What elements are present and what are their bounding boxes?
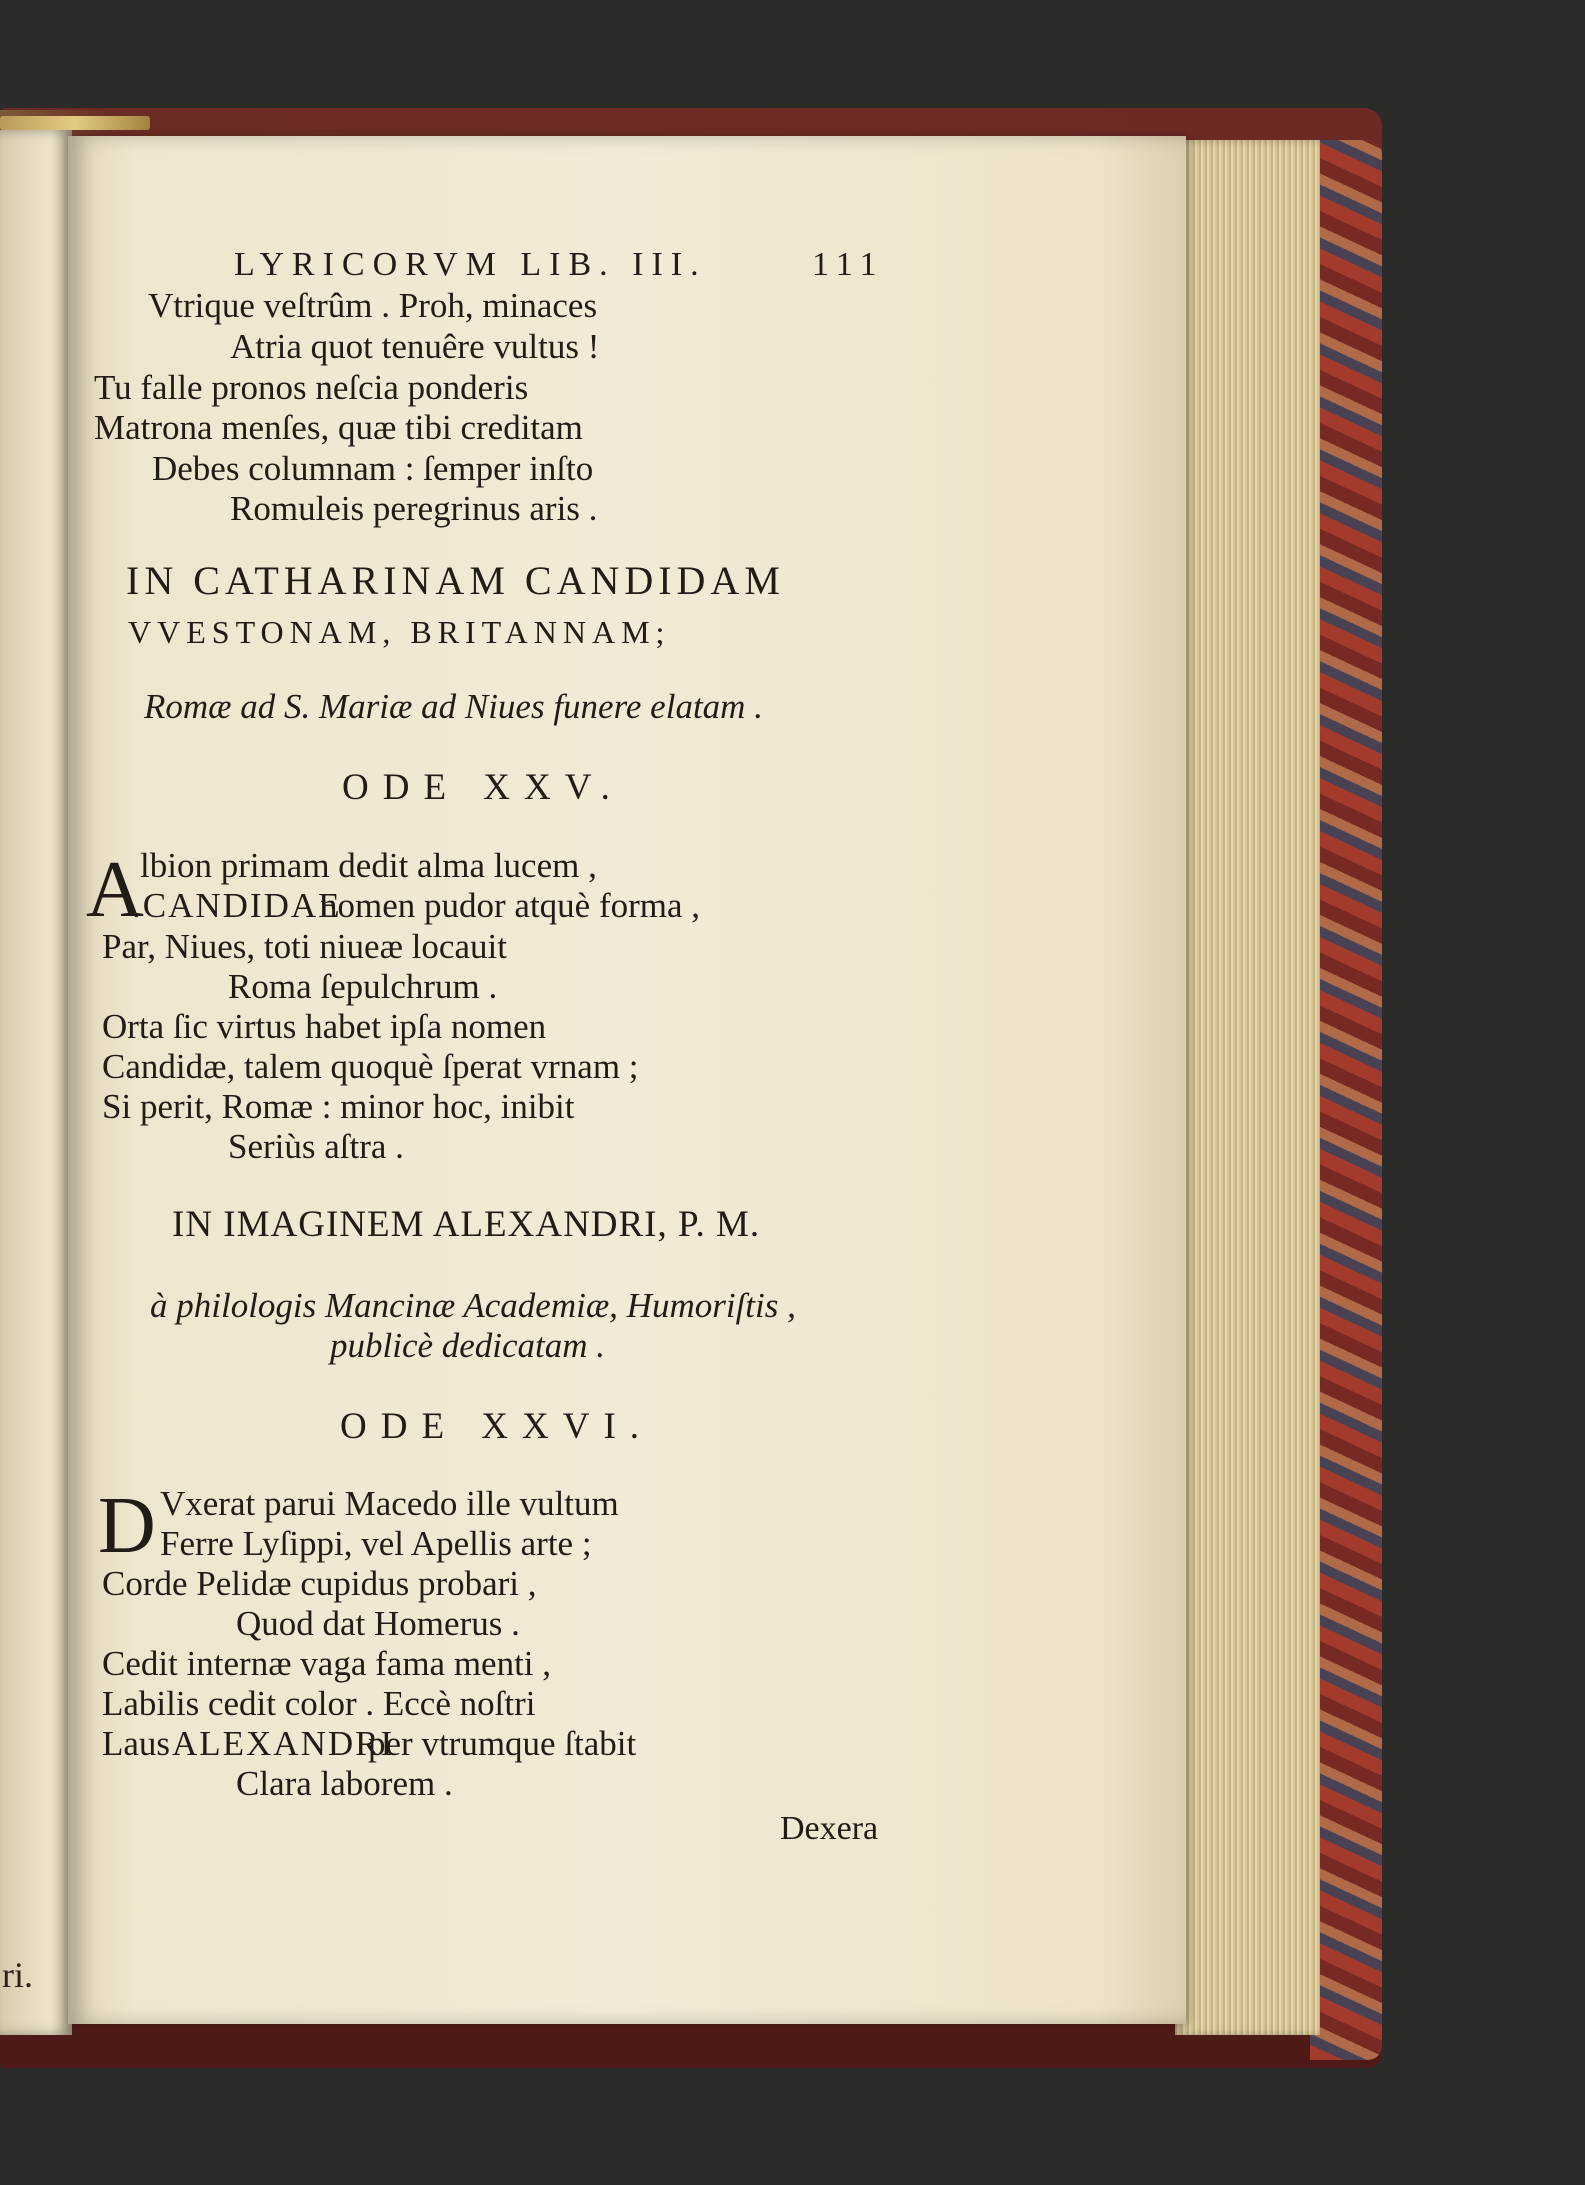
poem-subtitle: Romæ ad S. Mariæ ad Niues funere elatam . [144,687,763,726]
verse-line: Labilis cedit color . Eccè noſtri [102,1684,536,1723]
verse-line: Ferre Lyſippi, vel Apellis arte ; [160,1524,592,1563]
verse-line: Cedit internæ vaga fama menti , [102,1644,552,1683]
verse-line: Corde Pelidæ cupidus probari , [102,1564,537,1603]
verse-line: nomen pudor atquè forma , [320,886,701,925]
left-page-fragment: ri. [2,1955,33,1995]
verse-line: Roma ſepulchrum . [228,967,498,1006]
poem-heading: IN CATHARINAM CANDIDAM [126,558,785,603]
ode-number: ODE XXVI. [340,1406,654,1447]
poem-heading: IN IMAGINEM ALEXANDRI, P. M. [172,1204,761,1245]
verse-line: Vtrique veſtrûm . Proh, minaces [148,286,598,325]
verse-line: Romuleis peregrinus aris . [230,489,598,528]
verse-line: Debes columnam : ſemper inſto [152,449,594,488]
verse-line: Par, Niues, toti niueæ locauit [102,927,507,966]
poem-heading-line2: VVESTONAM, BRITANNAM; [128,614,671,650]
verse-line: Laus [102,1724,171,1763]
recto-page [68,136,1186,2024]
poem-subtitle: à philologis Mancinæ Academiæ, Humoriſtis , [150,1286,796,1325]
verse-line: Tu falle pronos neſcia ponderis [94,368,529,407]
verse-line: Orta ſic virtus habet ipſa nomen [102,1007,547,1046]
verse-line: Seriùs aſtra . [228,1127,404,1166]
gilt-edge [0,116,150,130]
verse-line: Si perit, Romæ : minor hoc, inibit [102,1087,575,1126]
ode-number: ODE XXV. [342,767,624,808]
verse-caps-word: ALEXANDRI [172,1724,395,1763]
page-number: 111 [812,246,885,283]
verse-line: lbion primam dedit alma lucem , [140,846,597,885]
page-stack [1175,140,1320,2035]
verse-caps-word: .CANDIDAE [132,886,342,925]
drop-cap: D [98,1482,156,1570]
verse-line: per vtrumque ſtabit [368,1724,637,1763]
poem-subtitle-line2: publicè dedicatam . [330,1326,606,1365]
verse-line: Vxerat parui Macedo ille vultum [160,1484,619,1523]
verse-line: Clara laborem . [236,1764,453,1803]
drop-cap: A [86,846,144,934]
catchword: Dexera [780,1810,879,1847]
verse-line: Candidæ, talem quoquè ſperat vrnam ; [102,1047,639,1086]
verse-line: Quod dat Homerus . [236,1604,520,1643]
running-head-title: LYRICORVM LIB. III. [234,246,707,283]
marbled-edge [1310,140,1382,2060]
left-page [0,130,72,2035]
verse-line: Matrona menſes, quæ tibi creditam [94,408,583,447]
verse-line: Atria quot tenuêre vultus ! [230,327,600,366]
